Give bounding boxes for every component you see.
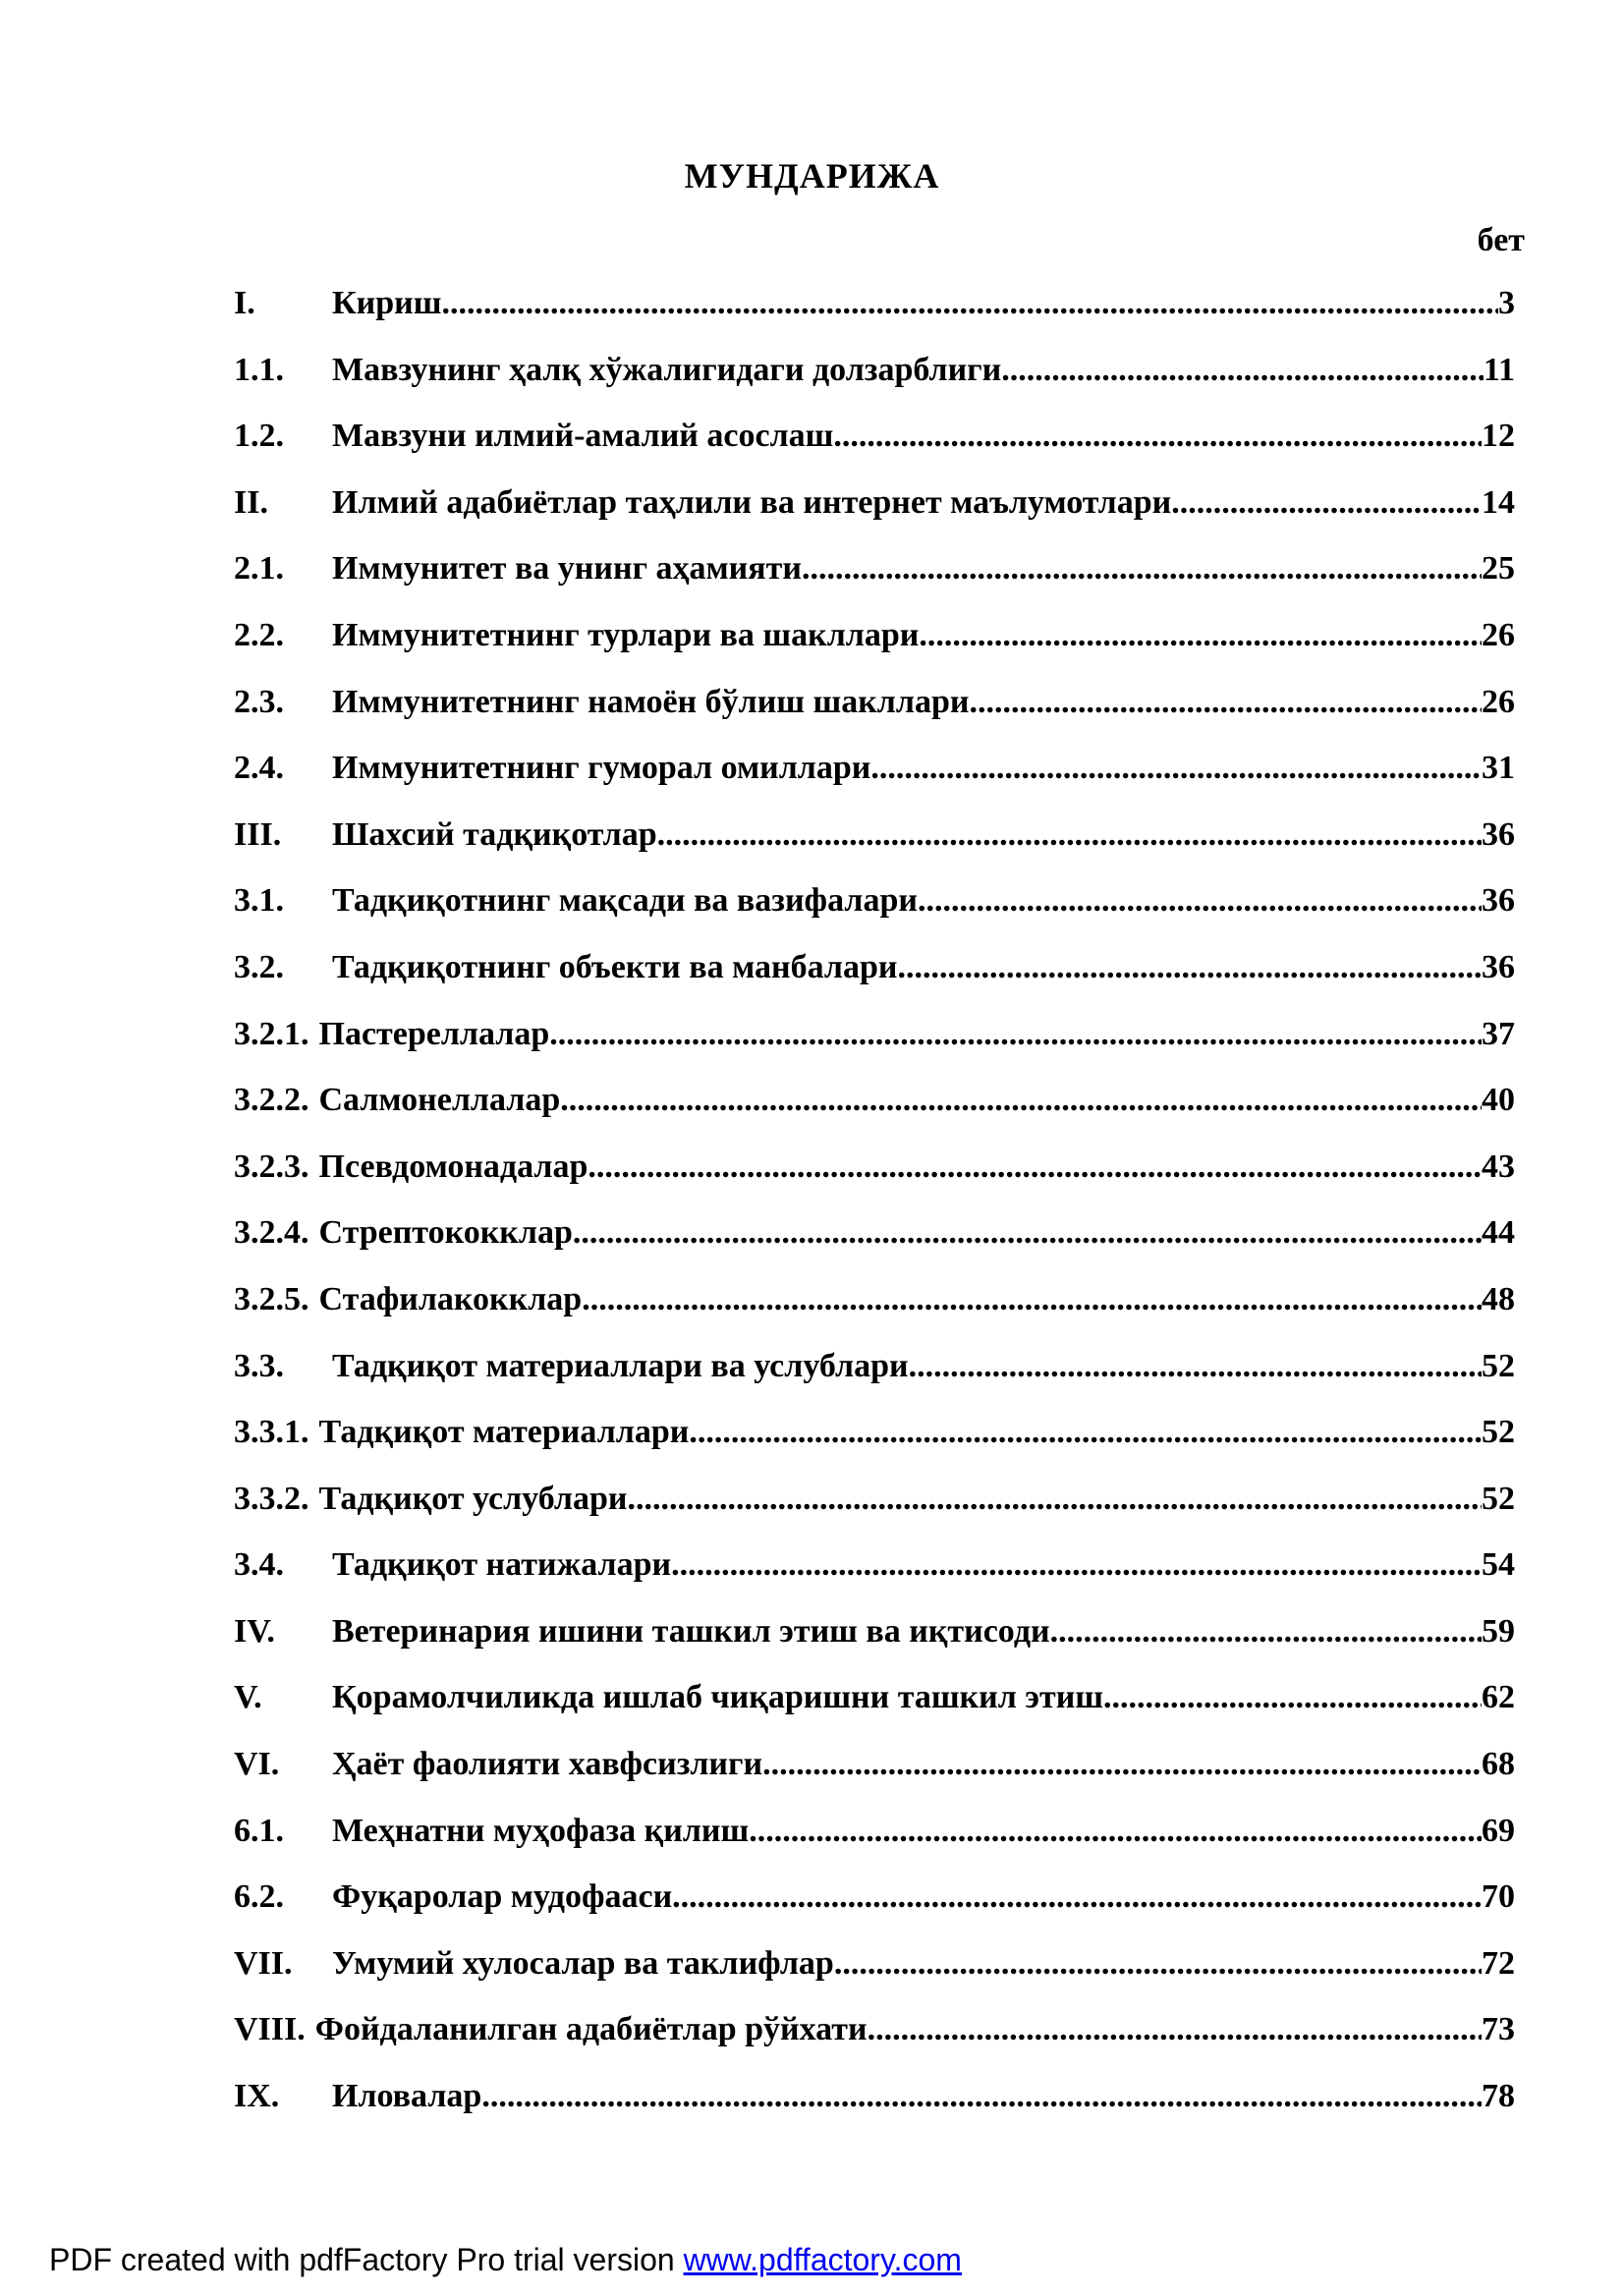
toc-entry-page: 43	[1482, 1148, 1515, 1185]
toc-entry-title: Тадқиқот услублари	[318, 1480, 628, 1517]
toc-dot-leader	[834, 1945, 1482, 1983]
footer-text: PDF created with pdfFactory Pro trial version	[49, 2242, 684, 2277]
toc-entry	[234, 550, 1521, 617]
toc-entry-page: 52	[1482, 1480, 1515, 1517]
toc-entry-number: IV.	[234, 1612, 275, 1650]
toc-entry	[234, 1481, 1521, 1547]
toc-entry	[234, 2011, 1521, 2078]
toc-entry-title: Қорамолчиликда ишлаб чиқаришни ташкил этиш	[332, 1679, 1103, 1716]
toc-entry-page: 72	[1482, 1944, 1515, 1982]
toc-entry	[234, 1945, 1521, 2012]
toc-entry-number: 2.4.	[234, 750, 284, 787]
toc-entry-page: 31	[1482, 750, 1515, 787]
toc-entry	[234, 1679, 1521, 1746]
toc-dot-leader	[1171, 484, 1482, 522]
toc-entry	[234, 750, 1521, 816]
toc-entry-page: 37	[1482, 1015, 1515, 1052]
toc-dot-leader	[1001, 352, 1484, 389]
toc-entry-title: Иммунитетнинг намоён бўлиш шакллари	[332, 683, 970, 720]
toc-entry-title: Иловалар	[332, 2078, 482, 2115]
toc-dot-leader	[588, 1148, 1482, 1186]
toc-entry-title: Иммунитетнинг гуморал омиллари	[332, 750, 871, 787]
toc-entry	[234, 1148, 1521, 1215]
toc-entry-number: I.	[234, 285, 255, 321]
toc-dot-leader	[870, 750, 1482, 787]
toc-entry	[234, 1214, 1521, 1281]
toc-entry-number: 3.2.1.	[234, 1015, 309, 1052]
toc-entry-page: 26	[1482, 683, 1515, 720]
toc-entry-page: 14	[1482, 483, 1515, 521]
toc-entry-title: Ветеринария ишини ташкил этиш ва иқтисоди	[332, 1612, 1050, 1650]
toc-entry-title: Тадқиқот натижалари	[332, 1546, 672, 1584]
toc-entry-number: 3.2.	[234, 948, 284, 985]
toc-entry-number: 3.3.2.	[234, 1480, 309, 1517]
toc-dot-leader	[627, 1481, 1482, 1518]
toc-dot-leader	[573, 1214, 1482, 1252]
toc-entry	[234, 484, 1521, 551]
toc-entry	[234, 1813, 1521, 1879]
toc-entry-title: Тадқиқотнинг объекти ва манбалари	[332, 948, 898, 985]
toc-dot-leader	[549, 1016, 1482, 1053]
toc-entry-number: II.	[234, 483, 268, 521]
toc-entry	[234, 816, 1521, 883]
toc-entry-title: Салмонеллалар	[318, 1082, 561, 1119]
toc-entry-number: 6.1.	[234, 1812, 284, 1849]
toc-entry-title: Псевдомонадалар	[318, 1148, 588, 1185]
toc-entry	[234, 1348, 1521, 1415]
toc-entry-number: 2.2.	[234, 616, 284, 653]
toc-entry-number: 3.3.	[234, 1347, 284, 1384]
toc-entry-page: 52	[1482, 1347, 1515, 1384]
toc-dot-leader	[481, 2078, 1482, 2115]
toc-entry-number: 2.1.	[234, 550, 284, 588]
toc-entry-number: V.	[234, 1679, 262, 1716]
toc-entry	[234, 617, 1521, 684]
toc-entry	[234, 1414, 1521, 1481]
toc-entry-title: Тадқиқотнинг мақсади ва вазифалари	[332, 882, 918, 920]
table-of-contents	[234, 285, 1521, 2145]
toc-entry-title: Стрептококклар	[318, 1214, 573, 1252]
toc-dot-leader	[582, 1281, 1482, 1318]
toc-entry	[234, 1746, 1521, 1813]
toc-entry-title: Фуқаролар мудофааси	[332, 1878, 673, 1916]
toc-dot-leader	[909, 1348, 1482, 1385]
toc-entry-page: 3	[1498, 285, 1515, 321]
toc-entry-number: 1.1.	[234, 351, 284, 388]
toc-entry-title: Иммунитетнинг турлари ва шакллари	[332, 616, 920, 653]
toc-entry-title: Пастереллалар	[318, 1015, 550, 1052]
toc-entry-page: 36	[1482, 948, 1515, 985]
toc-entry-number: 3.2.4.	[234, 1214, 309, 1252]
toc-entry-page: 78	[1482, 2078, 1515, 2115]
toc-entry	[234, 684, 1521, 751]
toc-entry-page: 52	[1482, 1414, 1515, 1451]
toc-dot-leader	[1103, 1679, 1482, 1716]
toc-entry-number: VII.	[234, 1944, 293, 1982]
toc-entry	[234, 1281, 1521, 1348]
toc-entry-number: 3.1.	[234, 882, 284, 920]
toc-entry	[234, 418, 1521, 484]
toc-entry	[234, 949, 1521, 1016]
toc-entry-number: IX.	[234, 2078, 280, 2115]
toc-dot-leader	[749, 1813, 1482, 1850]
toc-entry	[234, 285, 1521, 352]
toc-entry-page: 11	[1483, 351, 1515, 388]
pdf-footer	[49, 2242, 962, 2278]
toc-entry-title: Умумий хулосалар ва таклифлар	[332, 1944, 834, 1982]
toc-entry-page: 26	[1482, 616, 1515, 653]
toc-entry-page: 62	[1482, 1679, 1515, 1716]
toc-entry-number: 6.2.	[234, 1878, 284, 1916]
toc-dot-leader	[560, 1082, 1482, 1119]
toc-entry-title: Мавзунинг ҳалқ хўжалигидаги долзарблиги	[332, 351, 1002, 388]
toc-entry-page: 48	[1482, 1280, 1515, 1317]
toc-entry-page: 36	[1482, 882, 1515, 920]
toc-dot-leader	[441, 285, 1498, 322]
toc-dot-leader	[672, 1878, 1482, 1916]
toc-dot-leader	[1050, 1613, 1482, 1651]
toc-dot-leader	[918, 882, 1482, 920]
toc-entry-title: Фойдаланилган адабиётлар рўйхати	[314, 2011, 868, 2048]
toc-entry-page: 68	[1482, 1746, 1515, 1783]
toc-dot-leader	[969, 684, 1482, 721]
toc-dot-leader	[919, 617, 1482, 654]
toc-entry	[234, 882, 1521, 949]
toc-entry-number: VI.	[234, 1746, 280, 1783]
toc-entry-title: Шахсий тадқиқотлар	[332, 815, 657, 853]
toc-dot-leader	[657, 816, 1482, 854]
toc-dot-leader	[671, 1546, 1482, 1584]
toc-entry-number: 1.2.	[234, 418, 284, 455]
toc-entry-page: 54	[1482, 1546, 1515, 1584]
toc-dot-leader	[689, 1414, 1482, 1451]
toc-entry-title: Стафилакокклар	[318, 1280, 583, 1317]
toc-dot-leader	[897, 949, 1482, 986]
toc-entry-title: Мавзуни илмий-амалий асослаш	[332, 418, 834, 455]
page-column-label: бет	[1477, 222, 1525, 258]
toc-entry-page: 12	[1482, 418, 1515, 455]
toc-entry	[234, 1016, 1521, 1083]
page-title: МУНДАРИЖА	[684, 156, 940, 196]
toc-entry-number: 3.2.2.	[234, 1082, 309, 1119]
toc-entry-number: 3.2.3.	[234, 1148, 309, 1185]
toc-entry	[234, 1613, 1521, 1680]
toc-entry-title: Тадқиқот материаллари ва услублари	[332, 1347, 909, 1384]
toc-entry	[234, 1082, 1521, 1148]
toc-entry-page: 69	[1482, 1812, 1515, 1849]
toc-entry	[234, 1878, 1521, 1945]
toc-entry	[234, 352, 1521, 419]
toc-entry-title: Ҳаёт фаолияти хавфсизлиги	[332, 1746, 763, 1783]
toc-entry-page: 36	[1482, 815, 1515, 853]
toc-entry	[234, 1546, 1521, 1613]
toc-entry-title: Тадқиқот материаллари	[318, 1414, 690, 1451]
toc-dot-leader	[868, 2011, 1482, 2048]
toc-entry-page: 59	[1482, 1612, 1515, 1650]
toc-entry-title: Иммунитет ва унинг аҳамияти	[332, 550, 802, 588]
toc-entry-page: 44	[1482, 1214, 1515, 1252]
toc-dot-leader	[762, 1746, 1482, 1783]
toc-dot-leader	[802, 550, 1482, 588]
toc-entry-page: 70	[1482, 1878, 1515, 1916]
toc-dot-leader	[833, 418, 1482, 455]
toc-entry-number: 3.4.	[234, 1546, 284, 1584]
toc-entry-page: 73	[1482, 2011, 1515, 2048]
toc-entry	[234, 2078, 1521, 2145]
toc-entry-page: 25	[1482, 550, 1515, 588]
toc-entry-title: Кириш	[332, 285, 442, 321]
toc-entry-number: VIII.	[234, 2011, 306, 2048]
toc-entry-number: 3.2.5.	[234, 1280, 309, 1317]
toc-entry-title: Илмий адабиётлар таҳлили ва интернет маълумотлари	[332, 483, 1172, 521]
toc-entry-number: III.	[234, 815, 282, 853]
toc-entry-page: 40	[1482, 1082, 1515, 1119]
toc-entry-number: 2.3.	[234, 683, 284, 720]
footer-link[interactable]: www.pdffactory.com	[683, 2242, 962, 2277]
toc-entry-title: Меҳнатни муҳофаза қилиш	[332, 1812, 750, 1849]
toc-entry-number: 3.3.1.	[234, 1414, 309, 1451]
